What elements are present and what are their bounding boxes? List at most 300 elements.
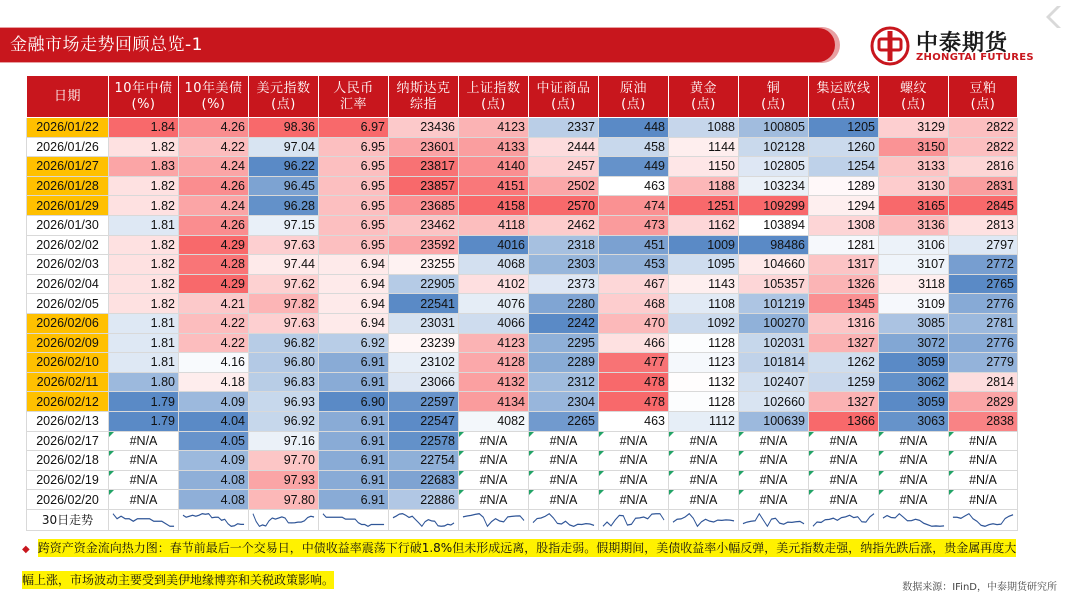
column-header: 上证指数 (点) bbox=[459, 76, 529, 118]
value-cell: 1254 bbox=[809, 157, 879, 177]
value-cell: 101219 bbox=[739, 294, 809, 314]
value-cell: 3150 bbox=[879, 137, 949, 157]
value-cell: 2457 bbox=[529, 157, 599, 177]
logo-name-en: ZHONGTAI FUTURES bbox=[916, 52, 1034, 63]
value-cell: 466 bbox=[599, 333, 669, 353]
value-cell: #N/A bbox=[669, 490, 739, 510]
table-row bbox=[27, 470, 1018, 490]
table-row bbox=[27, 392, 1018, 412]
value-cell: 97.93 bbox=[249, 470, 319, 490]
value-cell: 2822 bbox=[949, 137, 1018, 157]
value-cell: 468 bbox=[599, 294, 669, 314]
value-cell: 6.91 bbox=[319, 490, 389, 510]
value-cell: 97.82 bbox=[249, 294, 319, 314]
value-cell: 1092 bbox=[669, 313, 739, 333]
value-cell: 1.82 bbox=[109, 176, 179, 196]
sparkline-icon bbox=[111, 511, 176, 529]
value-cell: 467 bbox=[599, 274, 669, 294]
value-cell: #N/A bbox=[109, 431, 179, 451]
value-cell: 6.94 bbox=[319, 313, 389, 333]
value-cell: 103234 bbox=[739, 176, 809, 196]
value-cell: 4102 bbox=[459, 274, 529, 294]
value-cell: 1.81 bbox=[109, 333, 179, 353]
table-row bbox=[27, 176, 1018, 196]
sparkline-icon bbox=[321, 511, 386, 529]
value-cell: #N/A bbox=[669, 431, 739, 451]
value-cell: 1281 bbox=[809, 235, 879, 255]
value-cell: 2814 bbox=[949, 372, 1018, 392]
column-header: 中证商品 (点) bbox=[529, 76, 599, 118]
value-cell: 96.92 bbox=[249, 411, 319, 431]
sparkline-cell bbox=[389, 509, 459, 530]
value-cell: 6.95 bbox=[319, 196, 389, 216]
value-cell: 1112 bbox=[669, 411, 739, 431]
value-cell: 2816 bbox=[949, 157, 1018, 177]
value-cell: 4.18 bbox=[179, 372, 249, 392]
value-cell: 1.81 bbox=[109, 353, 179, 373]
value-cell: #N/A bbox=[879, 470, 949, 490]
value-cell: 102407 bbox=[739, 372, 809, 392]
value-cell: 97.63 bbox=[249, 235, 319, 255]
table-row bbox=[27, 137, 1018, 157]
value-cell: 1294 bbox=[809, 196, 879, 216]
value-cell: 1.82 bbox=[109, 235, 179, 255]
value-cell: 6.95 bbox=[319, 137, 389, 157]
value-cell: #N/A bbox=[949, 470, 1018, 490]
value-cell: 473 bbox=[599, 215, 669, 235]
value-cell: #N/A bbox=[109, 451, 179, 471]
value-cell: 23436 bbox=[389, 118, 459, 138]
value-cell: 4158 bbox=[459, 196, 529, 216]
value-cell: #N/A bbox=[739, 470, 809, 490]
value-cell: 1.79 bbox=[109, 411, 179, 431]
value-cell: 97.16 bbox=[249, 431, 319, 451]
value-cell: 2765 bbox=[949, 274, 1018, 294]
value-cell: 4118 bbox=[459, 215, 529, 235]
value-cell: 3130 bbox=[879, 176, 949, 196]
value-cell: 6.94 bbox=[319, 294, 389, 314]
table-row bbox=[27, 353, 1018, 373]
date-cell: 2026/01/29 bbox=[27, 196, 109, 216]
value-cell: 1316 bbox=[809, 313, 879, 333]
date-cell: 2026/02/20 bbox=[27, 490, 109, 510]
table-row bbox=[27, 157, 1018, 177]
value-cell: 1144 bbox=[669, 137, 739, 157]
value-cell: 1128 bbox=[669, 333, 739, 353]
value-cell: 22683 bbox=[389, 470, 459, 490]
value-cell: 2781 bbox=[949, 313, 1018, 333]
diamond-bullet-icon: ◆ bbox=[22, 544, 30, 555]
value-cell: 2797 bbox=[949, 235, 1018, 255]
value-cell: 6.90 bbox=[319, 392, 389, 412]
value-cell: 453 bbox=[599, 255, 669, 275]
date-cell: 2026/02/09 bbox=[27, 333, 109, 353]
value-cell: 3165 bbox=[879, 196, 949, 216]
table-row bbox=[27, 451, 1018, 471]
value-cell: 97.80 bbox=[249, 490, 319, 510]
value-cell: 478 bbox=[599, 372, 669, 392]
value-cell: 4123 bbox=[459, 333, 529, 353]
value-cell: 2337 bbox=[529, 118, 599, 138]
value-cell: 22905 bbox=[389, 274, 459, 294]
value-cell: 22541 bbox=[389, 294, 459, 314]
value-cell: #N/A bbox=[109, 490, 179, 510]
value-cell: 1.80 bbox=[109, 372, 179, 392]
value-cell: 6.91 bbox=[319, 431, 389, 451]
value-cell: 2813 bbox=[949, 215, 1018, 235]
value-cell: 97.70 bbox=[249, 451, 319, 471]
value-cell: 4132 bbox=[459, 372, 529, 392]
column-header: 豆粕 (点) bbox=[949, 76, 1018, 118]
value-cell: 97.15 bbox=[249, 215, 319, 235]
value-cell: 2831 bbox=[949, 176, 1018, 196]
column-header: 铜 (点) bbox=[739, 76, 809, 118]
sparkline-cell bbox=[529, 509, 599, 530]
value-cell: 22886 bbox=[389, 490, 459, 510]
value-cell: 1009 bbox=[669, 235, 739, 255]
table-row bbox=[27, 431, 1018, 451]
value-cell: 1259 bbox=[809, 372, 879, 392]
value-cell: 23857 bbox=[389, 176, 459, 196]
value-cell: 1327 bbox=[809, 333, 879, 353]
column-header: 10年美债 (%) bbox=[179, 76, 249, 118]
column-header: 10年中债 (%) bbox=[109, 76, 179, 118]
value-cell: 4066 bbox=[459, 313, 529, 333]
value-cell: 23066 bbox=[389, 372, 459, 392]
value-cell: #N/A bbox=[949, 490, 1018, 510]
value-cell: 2776 bbox=[949, 333, 1018, 353]
sparkline-icon bbox=[601, 511, 666, 529]
table-row bbox=[27, 274, 1018, 294]
sparkline-cell bbox=[809, 509, 879, 530]
value-cell: 22597 bbox=[389, 392, 459, 412]
value-cell: 97.04 bbox=[249, 137, 319, 157]
value-cell: 4.29 bbox=[179, 274, 249, 294]
value-cell: #N/A bbox=[879, 431, 949, 451]
value-cell: 470 bbox=[599, 313, 669, 333]
value-cell: 6.95 bbox=[319, 157, 389, 177]
value-cell: 22547 bbox=[389, 411, 459, 431]
logo-mark-icon bbox=[870, 26, 910, 66]
value-cell: 2312 bbox=[529, 372, 599, 392]
value-cell: 1128 bbox=[669, 392, 739, 412]
value-cell: 449 bbox=[599, 157, 669, 177]
sparkline-cell bbox=[669, 509, 739, 530]
value-cell: 2570 bbox=[529, 196, 599, 216]
value-cell: 1.83 bbox=[109, 157, 179, 177]
value-cell: 2772 bbox=[949, 255, 1018, 275]
value-cell: 4.29 bbox=[179, 235, 249, 255]
value-cell: #N/A bbox=[529, 451, 599, 471]
value-cell: 23601 bbox=[389, 137, 459, 157]
value-cell: 23817 bbox=[389, 157, 459, 177]
column-header: 原油 (点) bbox=[599, 76, 669, 118]
value-cell: 3109 bbox=[879, 294, 949, 314]
value-cell: 4.22 bbox=[179, 313, 249, 333]
sparkline-icon bbox=[391, 511, 456, 529]
date-cell: 2026/02/17 bbox=[27, 431, 109, 451]
value-cell: 1.82 bbox=[109, 137, 179, 157]
date-cell: 2026/01/27 bbox=[27, 157, 109, 177]
value-cell: 4140 bbox=[459, 157, 529, 177]
date-cell: 2026/02/05 bbox=[27, 294, 109, 314]
value-cell: 4.16 bbox=[179, 353, 249, 373]
value-cell: 448 bbox=[599, 118, 669, 138]
value-cell: 100639 bbox=[739, 411, 809, 431]
value-cell: #N/A bbox=[599, 470, 669, 490]
value-cell: 96.45 bbox=[249, 176, 319, 196]
value-cell: 4.05 bbox=[179, 431, 249, 451]
value-cell: 3136 bbox=[879, 215, 949, 235]
value-cell: 4128 bbox=[459, 353, 529, 373]
value-cell: 96.82 bbox=[249, 333, 319, 353]
value-cell: 4.28 bbox=[179, 255, 249, 275]
value-cell: 1366 bbox=[809, 411, 879, 431]
value-cell: 98.36 bbox=[249, 118, 319, 138]
value-cell: 6.94 bbox=[319, 274, 389, 294]
date-cell: 2026/02/03 bbox=[27, 255, 109, 275]
value-cell: 102031 bbox=[739, 333, 809, 353]
value-cell: 4.26 bbox=[179, 176, 249, 196]
value-cell: 22578 bbox=[389, 431, 459, 451]
value-cell: 3106 bbox=[879, 235, 949, 255]
value-cell: 478 bbox=[599, 392, 669, 412]
value-cell: 1205 bbox=[809, 118, 879, 138]
column-header: 黄金 (点) bbox=[669, 76, 739, 118]
value-cell: 4.04 bbox=[179, 411, 249, 431]
value-cell: 1317 bbox=[809, 255, 879, 275]
value-cell: 97.62 bbox=[249, 274, 319, 294]
value-cell: 4.08 bbox=[179, 490, 249, 510]
value-cell: #N/A bbox=[599, 490, 669, 510]
sparkline-icon bbox=[531, 511, 596, 529]
value-cell: 23592 bbox=[389, 235, 459, 255]
value-cell: 97.44 bbox=[249, 255, 319, 275]
value-cell: 4.22 bbox=[179, 137, 249, 157]
value-cell: 22754 bbox=[389, 451, 459, 471]
value-cell: 6.92 bbox=[319, 333, 389, 353]
column-header: 人民币 汇率 bbox=[319, 76, 389, 118]
value-cell: 1.82 bbox=[109, 255, 179, 275]
cross-asset-heatmap-table bbox=[26, 75, 1018, 531]
value-cell: 2502 bbox=[529, 176, 599, 196]
value-cell: 4076 bbox=[459, 294, 529, 314]
table-row bbox=[27, 215, 1018, 235]
value-cell: 1260 bbox=[809, 137, 879, 157]
value-cell: 6.91 bbox=[319, 451, 389, 471]
value-cell: 96.28 bbox=[249, 196, 319, 216]
value-cell: 2462 bbox=[529, 215, 599, 235]
sparkline-cell bbox=[109, 509, 179, 530]
column-header: 螺纹 (点) bbox=[879, 76, 949, 118]
value-cell: 4016 bbox=[459, 235, 529, 255]
date-cell: 2026/02/06 bbox=[27, 313, 109, 333]
value-cell: 1.82 bbox=[109, 294, 179, 314]
value-cell: 2289 bbox=[529, 353, 599, 373]
value-cell: 6.94 bbox=[319, 255, 389, 275]
sparkline-icon bbox=[251, 511, 316, 529]
sparkline-cell bbox=[249, 509, 319, 530]
value-cell: #N/A bbox=[949, 451, 1018, 471]
value-cell: 2829 bbox=[949, 392, 1018, 412]
analysis-note bbox=[22, 533, 1027, 595]
value-cell: #N/A bbox=[949, 431, 1018, 451]
value-cell: #N/A bbox=[529, 431, 599, 451]
value-cell: #N/A bbox=[739, 431, 809, 451]
value-cell: 2265 bbox=[529, 411, 599, 431]
value-cell: 6.95 bbox=[319, 215, 389, 235]
value-cell: 96.80 bbox=[249, 353, 319, 373]
page-title: 金融市场走势回顾总览-1 bbox=[10, 35, 203, 55]
value-cell: 1162 bbox=[669, 215, 739, 235]
column-header-date: 日期 bbox=[27, 76, 109, 118]
value-cell: 1289 bbox=[809, 176, 879, 196]
value-cell: 96.93 bbox=[249, 392, 319, 412]
value-cell: 2845 bbox=[949, 196, 1018, 216]
value-cell: 23685 bbox=[389, 196, 459, 216]
sparkline-cell bbox=[459, 509, 529, 530]
value-cell: 1.84 bbox=[109, 118, 179, 138]
value-cell: 23462 bbox=[389, 215, 459, 235]
sparkline-cell bbox=[599, 509, 669, 530]
value-cell: 1326 bbox=[809, 274, 879, 294]
value-cell: 1123 bbox=[669, 353, 739, 373]
value-cell: 474 bbox=[599, 196, 669, 216]
sparkline-cell bbox=[949, 509, 1018, 530]
value-cell: 102128 bbox=[739, 137, 809, 157]
value-cell: 2242 bbox=[529, 313, 599, 333]
table-body bbox=[27, 118, 1018, 531]
value-cell: 1.79 bbox=[109, 392, 179, 412]
sparkline-icon bbox=[811, 511, 876, 529]
value-cell: 2304 bbox=[529, 392, 599, 412]
value-cell: 1345 bbox=[809, 294, 879, 314]
value-cell: 23239 bbox=[389, 333, 459, 353]
value-cell: 6.91 bbox=[319, 353, 389, 373]
value-cell: #N/A bbox=[459, 470, 529, 490]
column-header: 美元指数 (点) bbox=[249, 76, 319, 118]
value-cell: #N/A bbox=[599, 431, 669, 451]
table-row bbox=[27, 118, 1018, 138]
value-cell: 97.63 bbox=[249, 313, 319, 333]
value-cell: 1088 bbox=[669, 118, 739, 138]
value-cell: #N/A bbox=[809, 431, 879, 451]
value-cell: 23102 bbox=[389, 353, 459, 373]
value-cell: 102660 bbox=[739, 392, 809, 412]
value-cell: 2444 bbox=[529, 137, 599, 157]
value-cell: 1.82 bbox=[109, 196, 179, 216]
value-cell: 102805 bbox=[739, 157, 809, 177]
value-cell: 2280 bbox=[529, 294, 599, 314]
value-cell: 105357 bbox=[739, 274, 809, 294]
value-cell: 1251 bbox=[669, 196, 739, 216]
value-cell: #N/A bbox=[739, 451, 809, 471]
date-cell: 2026/01/28 bbox=[27, 176, 109, 196]
trend-label: 30日走势 bbox=[27, 509, 109, 530]
value-cell: 463 bbox=[599, 176, 669, 196]
value-cell: 4151 bbox=[459, 176, 529, 196]
value-cell: 3062 bbox=[879, 372, 949, 392]
sparkline-icon bbox=[181, 511, 246, 529]
table-row bbox=[27, 333, 1018, 353]
value-cell: 3059 bbox=[879, 392, 949, 412]
value-cell: 1.81 bbox=[109, 215, 179, 235]
value-cell: #N/A bbox=[669, 470, 739, 490]
value-cell: 4.26 bbox=[179, 118, 249, 138]
chevron-left-icon bbox=[1043, 6, 1061, 28]
table-row bbox=[27, 372, 1018, 392]
value-cell: 2822 bbox=[949, 118, 1018, 138]
value-cell: 1143 bbox=[669, 274, 739, 294]
value-cell: 3129 bbox=[879, 118, 949, 138]
date-cell: 2026/02/18 bbox=[27, 451, 109, 471]
value-cell: 104660 bbox=[739, 255, 809, 275]
column-header: 纳斯达克 综指 bbox=[389, 76, 459, 118]
value-cell: 6.91 bbox=[319, 411, 389, 431]
table-row bbox=[27, 255, 1018, 275]
value-cell: 109299 bbox=[739, 196, 809, 216]
value-cell: 451 bbox=[599, 235, 669, 255]
company-logo bbox=[870, 24, 1040, 68]
value-cell: 1188 bbox=[669, 176, 739, 196]
value-cell: 2776 bbox=[949, 294, 1018, 314]
table-header-row bbox=[27, 76, 1018, 118]
value-cell: 100270 bbox=[739, 313, 809, 333]
value-cell: 463 bbox=[599, 411, 669, 431]
value-cell: 2318 bbox=[529, 235, 599, 255]
column-header: 集运欧线 (点) bbox=[809, 76, 879, 118]
date-cell: 2026/02/11 bbox=[27, 372, 109, 392]
value-cell: #N/A bbox=[669, 451, 739, 471]
value-cell: 6.91 bbox=[319, 372, 389, 392]
table-row bbox=[27, 294, 1018, 314]
sparkline-cell bbox=[179, 509, 249, 530]
value-cell: 6.97 bbox=[319, 118, 389, 138]
value-cell: 2295 bbox=[529, 333, 599, 353]
table-row bbox=[27, 411, 1018, 431]
value-cell: 1150 bbox=[669, 157, 739, 177]
value-cell: 2838 bbox=[949, 411, 1018, 431]
sparkline-cell bbox=[879, 509, 949, 530]
sparkline-icon bbox=[881, 511, 946, 529]
value-cell: #N/A bbox=[459, 431, 529, 451]
value-cell: 458 bbox=[599, 137, 669, 157]
value-cell: 4.22 bbox=[179, 333, 249, 353]
value-cell: 4068 bbox=[459, 255, 529, 275]
value-cell: 101814 bbox=[739, 353, 809, 373]
value-cell: #N/A bbox=[879, 490, 949, 510]
sparkline-cell bbox=[319, 509, 389, 530]
value-cell: 3085 bbox=[879, 313, 949, 333]
table-row bbox=[27, 235, 1018, 255]
value-cell: 4.21 bbox=[179, 294, 249, 314]
date-cell: 2026/01/26 bbox=[27, 137, 109, 157]
value-cell: 4134 bbox=[459, 392, 529, 412]
value-cell: 477 bbox=[599, 353, 669, 373]
sparkline-icon bbox=[671, 511, 736, 529]
value-cell: 6.95 bbox=[319, 176, 389, 196]
value-cell: 1.82 bbox=[109, 274, 179, 294]
value-cell: #N/A bbox=[459, 451, 529, 471]
value-cell: 1095 bbox=[669, 255, 739, 275]
value-cell: 3063 bbox=[879, 411, 949, 431]
value-cell: #N/A bbox=[809, 451, 879, 471]
value-cell: 100805 bbox=[739, 118, 809, 138]
value-cell: 2779 bbox=[949, 353, 1018, 373]
value-cell: 3072 bbox=[879, 333, 949, 353]
value-cell: 23031 bbox=[389, 313, 459, 333]
value-cell: 23255 bbox=[389, 255, 459, 275]
